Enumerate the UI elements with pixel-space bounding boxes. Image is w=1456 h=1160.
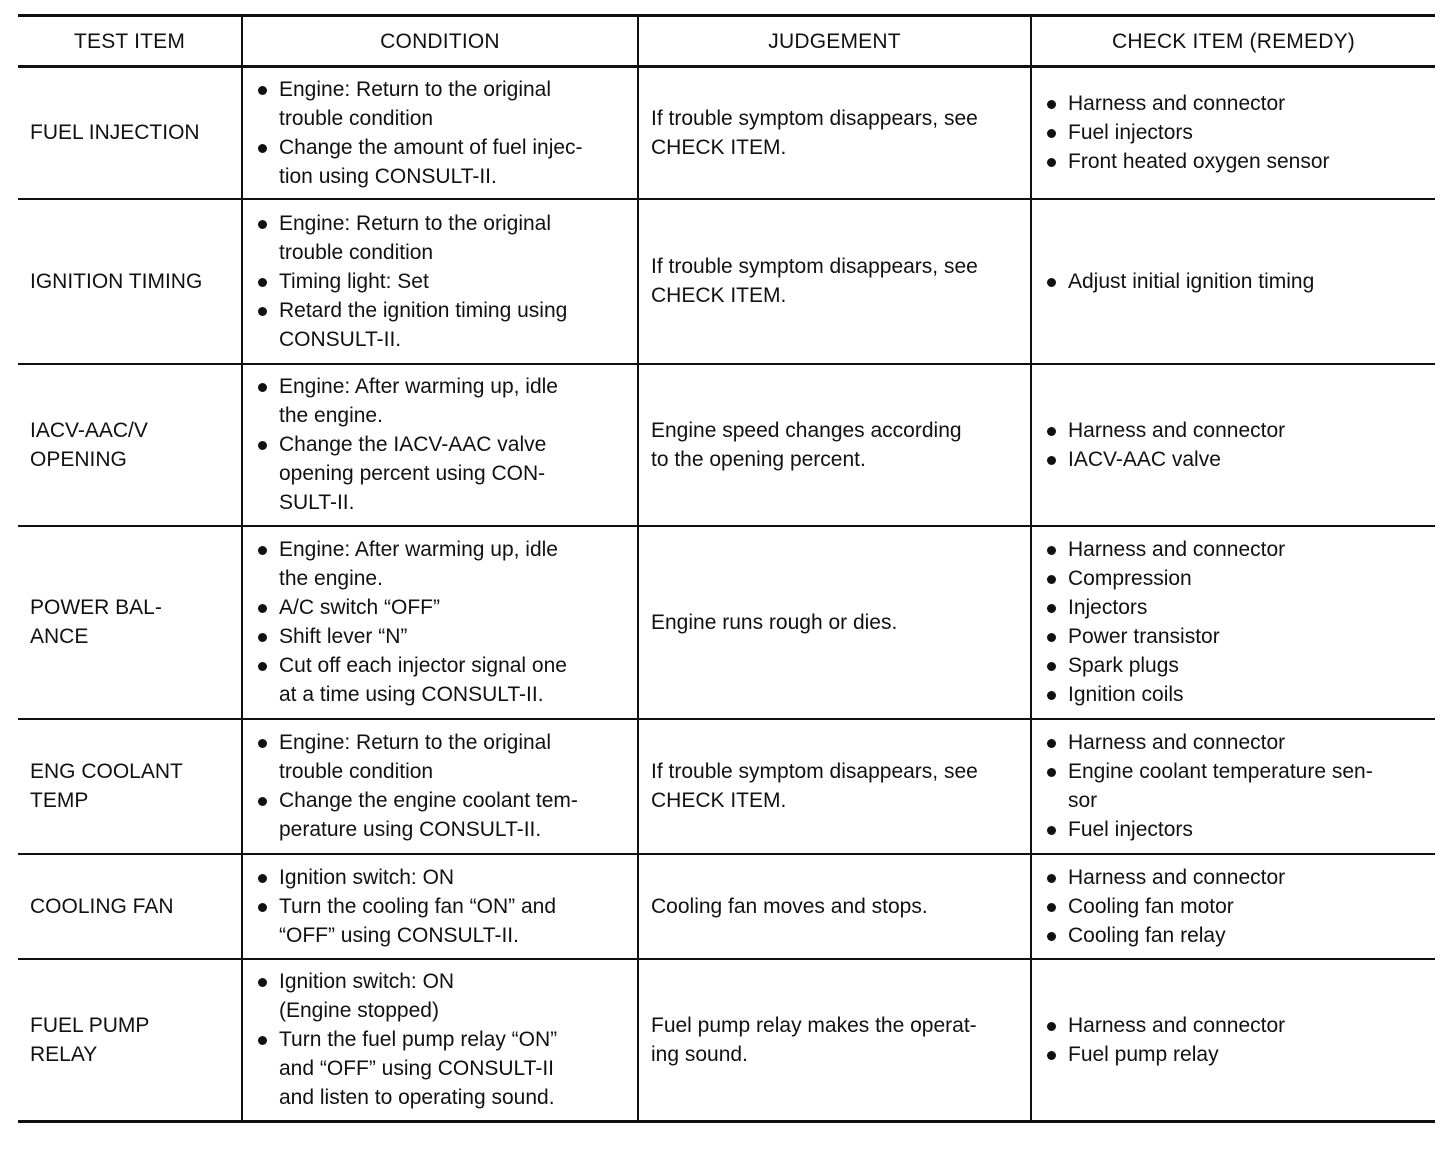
test-item-text: FUEL INJECTION: [30, 121, 200, 145]
check-item-bullet: [1044, 416, 1425, 445]
judgement-text: Cooling fan moves and stops.: [651, 894, 928, 918]
condition-text: Turn the cooling fan “ON” and: [279, 894, 557, 918]
judgement-text: If trouble symptom disappears, see: [651, 255, 978, 278]
check-item-bullet: [1044, 564, 1425, 593]
condition-list: [255, 728, 627, 844]
check-item-bullet: [1044, 535, 1425, 564]
check-item-cell: [1031, 67, 1435, 199]
check-item-text: Front heated oxygen sensor: [1068, 150, 1330, 174]
condition-text: Cut off each injector signal one: [279, 654, 567, 677]
condition-list: [255, 535, 627, 709]
condition-bullet: [255, 892, 627, 950]
condition-list: [255, 967, 627, 1112]
check-item-cell: [1031, 199, 1435, 364]
table-row: [18, 364, 1435, 526]
check-item-list: [1044, 89, 1425, 176]
condition-bullet: [255, 133, 627, 191]
check-item-bullet: [1044, 1040, 1425, 1069]
judgement-cell: [638, 67, 1031, 199]
test-item-cell: [18, 199, 242, 364]
check-item-text: Cooling fan relay: [1068, 923, 1226, 947]
condition-text: “OFF” using CONSULT-II.: [279, 923, 519, 947]
condition-bullet: [255, 728, 627, 786]
test-item-text: COOLING FAN: [30, 894, 174, 918]
header-check-item: CHECK ITEM (REMEDY): [1031, 16, 1435, 67]
check-item-text: Fuel pump relay: [1068, 1042, 1219, 1066]
judgement-text: If trouble symptom disappears, see: [651, 106, 978, 130]
condition-cell: [242, 199, 638, 364]
condition-text: Timing light: Set: [279, 269, 429, 293]
check-item-cell: [1031, 526, 1435, 719]
judgement-text: CHECK ITEM.: [651, 284, 787, 307]
check-item-text: Harness and connector: [1068, 538, 1286, 561]
table-row: [18, 959, 1435, 1122]
condition-text: Shift lever “N”: [279, 625, 408, 648]
check-item-bullet: [1044, 757, 1425, 815]
condition-text: (Engine stopped): [279, 999, 439, 1023]
condition-text: trouble condition: [279, 240, 434, 264]
condition-text: SULT-II.: [279, 491, 355, 514]
condition-text: Change the IACV-AAC valve: [279, 433, 547, 456]
check-item-bullet: [1044, 863, 1425, 892]
judgement-text: CHECK ITEM.: [651, 135, 787, 159]
check-item-text: Harness and connector: [1068, 865, 1286, 889]
test-item-cell: [18, 67, 242, 199]
condition-cell: [242, 67, 638, 199]
check-item-text: Harness and connector: [1068, 731, 1286, 754]
table-row: [18, 526, 1435, 719]
condition-text: Engine: Return to the original: [279, 77, 552, 101]
table-body: [18, 67, 1435, 1122]
judgement-cell: [638, 199, 1031, 364]
condition-text: Engine: After warming up, idle: [279, 538, 558, 561]
check-item-bullet: [1044, 593, 1425, 622]
check-item-bullet: [1044, 728, 1425, 757]
check-item-text: Power transistor: [1068, 625, 1220, 648]
condition-text: Ignition switch: ON: [279, 865, 455, 889]
check-item-bullet: [1044, 815, 1425, 844]
table-row: [18, 854, 1435, 959]
condition-bullet: [255, 967, 627, 1025]
table-row: [18, 719, 1435, 854]
condition-text: perature using CONSULT-II.: [279, 818, 542, 841]
condition-cell: [242, 526, 638, 719]
condition-text: Retard the ignition timing using: [279, 298, 568, 322]
condition-bullet: [255, 651, 627, 709]
test-item-text: ANCE: [30, 625, 89, 648]
judgement-cell: [638, 719, 1031, 854]
check-item-text: sor: [1068, 789, 1098, 812]
judgement-text: If trouble symptom disappears, see: [651, 760, 978, 783]
condition-cell: [242, 719, 638, 854]
check-item-text: Cooling fan motor: [1068, 894, 1234, 918]
check-item-text: Engine coolant temperature sen-: [1068, 760, 1373, 783]
condition-text: the engine.: [279, 567, 383, 590]
condition-bullet: [255, 430, 627, 517]
judgement-cell: [638, 854, 1031, 959]
table-header-row: [18, 16, 1435, 67]
condition-cell: [242, 854, 638, 959]
condition-bullet: [255, 75, 627, 133]
test-item-cell: [18, 959, 242, 1122]
test-item-text: IACV-AAC/V: [30, 418, 148, 442]
condition-bullet: [255, 267, 627, 296]
condition-text: and listen to operating sound.: [279, 1086, 555, 1110]
test-item-text: IGNITION TIMING: [30, 269, 203, 293]
condition-cell: [242, 959, 638, 1122]
condition-text: tion using CONSULT-II.: [279, 164, 497, 188]
test-item-text: OPENING: [30, 447, 127, 471]
condition-bullet: [255, 209, 627, 267]
check-item-text: IACV-AAC valve: [1068, 447, 1221, 471]
check-item-bullet: [1044, 147, 1425, 176]
condition-list: [255, 209, 627, 354]
condition-list: [255, 75, 627, 191]
check-item-text: Adjust initial ignition timing: [1068, 269, 1315, 293]
judgement-cell: [638, 364, 1031, 526]
judgement-cell: [638, 959, 1031, 1122]
test-item-cell: [18, 719, 242, 854]
check-item-list: [1044, 728, 1425, 844]
condition-text: Turn the fuel pump relay “ON”: [279, 1028, 558, 1052]
check-item-bullet: [1044, 118, 1425, 147]
condition-bullet: [255, 372, 627, 430]
check-item-bullet: [1044, 680, 1425, 709]
active-test-table: [18, 14, 1435, 1123]
condition-bullet: [255, 863, 627, 892]
test-item-text: FUEL PUMP: [30, 1013, 150, 1037]
judgement-text: Engine runs rough or dies.: [651, 610, 898, 634]
header-condition: CONDITION: [242, 16, 638, 67]
condition-text: trouble condition: [279, 106, 434, 130]
check-item-bullet: [1044, 89, 1425, 118]
condition-cell: [242, 364, 638, 526]
condition-text: CONSULT-II.: [279, 327, 402, 351]
table-row: [18, 199, 1435, 364]
test-item-cell: [18, 526, 242, 719]
check-item-text: Fuel injectors: [1068, 121, 1193, 145]
condition-text: A/C switch “OFF”: [279, 596, 440, 619]
condition-text: Change the amount of fuel injec-: [279, 135, 583, 159]
check-item-text: Fuel injectors: [1068, 818, 1193, 841]
condition-text: at a time using CONSULT-II.: [279, 683, 544, 706]
condition-bullet: [255, 1025, 627, 1112]
test-item-text: POWER BAL-: [30, 596, 162, 619]
condition-text: and “OFF” using CONSULT-II: [279, 1057, 555, 1081]
header-judgement: JUDGEMENT: [638, 16, 1031, 67]
check-item-text: Harness and connector: [1068, 1013, 1286, 1037]
condition-bullet: [255, 622, 627, 651]
test-item-text: TEMP: [30, 789, 89, 812]
check-item-bullet: [1044, 651, 1425, 680]
condition-list: [255, 372, 627, 517]
check-item-text: Harness and connector: [1068, 92, 1286, 116]
condition-bullet: [255, 296, 627, 354]
header-test-item: TEST ITEM: [73, 29, 186, 53]
check-item-list: [1044, 1011, 1425, 1069]
check-item-text: Injectors: [1068, 596, 1148, 619]
test-item-cell: [18, 364, 242, 526]
check-item-list: [1044, 416, 1425, 474]
judgement-cell: [638, 526, 1031, 719]
condition-text: Engine: After warming up, idle: [279, 375, 558, 398]
condition-bullet: [255, 593, 627, 622]
check-item-bullet: [1044, 892, 1425, 921]
judgement-text: CHECK ITEM.: [651, 789, 787, 812]
condition-text: Change the engine coolant tem-: [279, 789, 578, 812]
check-item-text: Compression: [1068, 567, 1192, 590]
condition-list: [255, 863, 627, 950]
judgement-text: to the opening percent.: [651, 447, 866, 471]
check-item-text: Ignition coils: [1068, 683, 1184, 706]
check-item-list: [1044, 267, 1425, 296]
judgement-text: Fuel pump relay makes the operat-: [651, 1013, 977, 1037]
judgement-text: ing sound.: [651, 1042, 748, 1066]
test-item-cell: [18, 854, 242, 959]
check-item-bullet: [1044, 622, 1425, 651]
check-item-bullet: [1044, 921, 1425, 950]
judgement-text: Engine speed changes according: [651, 418, 962, 442]
check-item-list: [1044, 863, 1425, 950]
table-row: [18, 67, 1435, 199]
check-item-bullet: [1044, 445, 1425, 474]
condition-text: Engine: Return to the original: [279, 211, 552, 235]
check-item-text: Spark plugs: [1068, 654, 1179, 677]
check-item-list: [1044, 535, 1425, 709]
check-item-bullet: [1044, 1011, 1425, 1040]
condition-text: Ignition switch: ON: [279, 970, 455, 994]
condition-bullet: [255, 786, 627, 844]
check-item-cell: [1031, 959, 1435, 1122]
condition-text: the engine.: [279, 404, 383, 427]
check-item-cell: [1031, 364, 1435, 526]
condition-text: trouble condition: [279, 760, 434, 783]
document-page: [18, 14, 1435, 1123]
check-item-bullet: [1044, 267, 1425, 296]
condition-text: Engine: Return to the original: [279, 731, 552, 754]
test-item-text: RELAY: [30, 1042, 98, 1066]
test-item-text: ENG COOLANT: [30, 760, 183, 783]
check-item-cell: [1031, 854, 1435, 959]
condition-bullet: [255, 535, 627, 593]
condition-text: opening percent using CON-: [279, 462, 546, 485]
check-item-cell: [1031, 719, 1435, 854]
check-item-text: Harness and connector: [1068, 418, 1286, 442]
